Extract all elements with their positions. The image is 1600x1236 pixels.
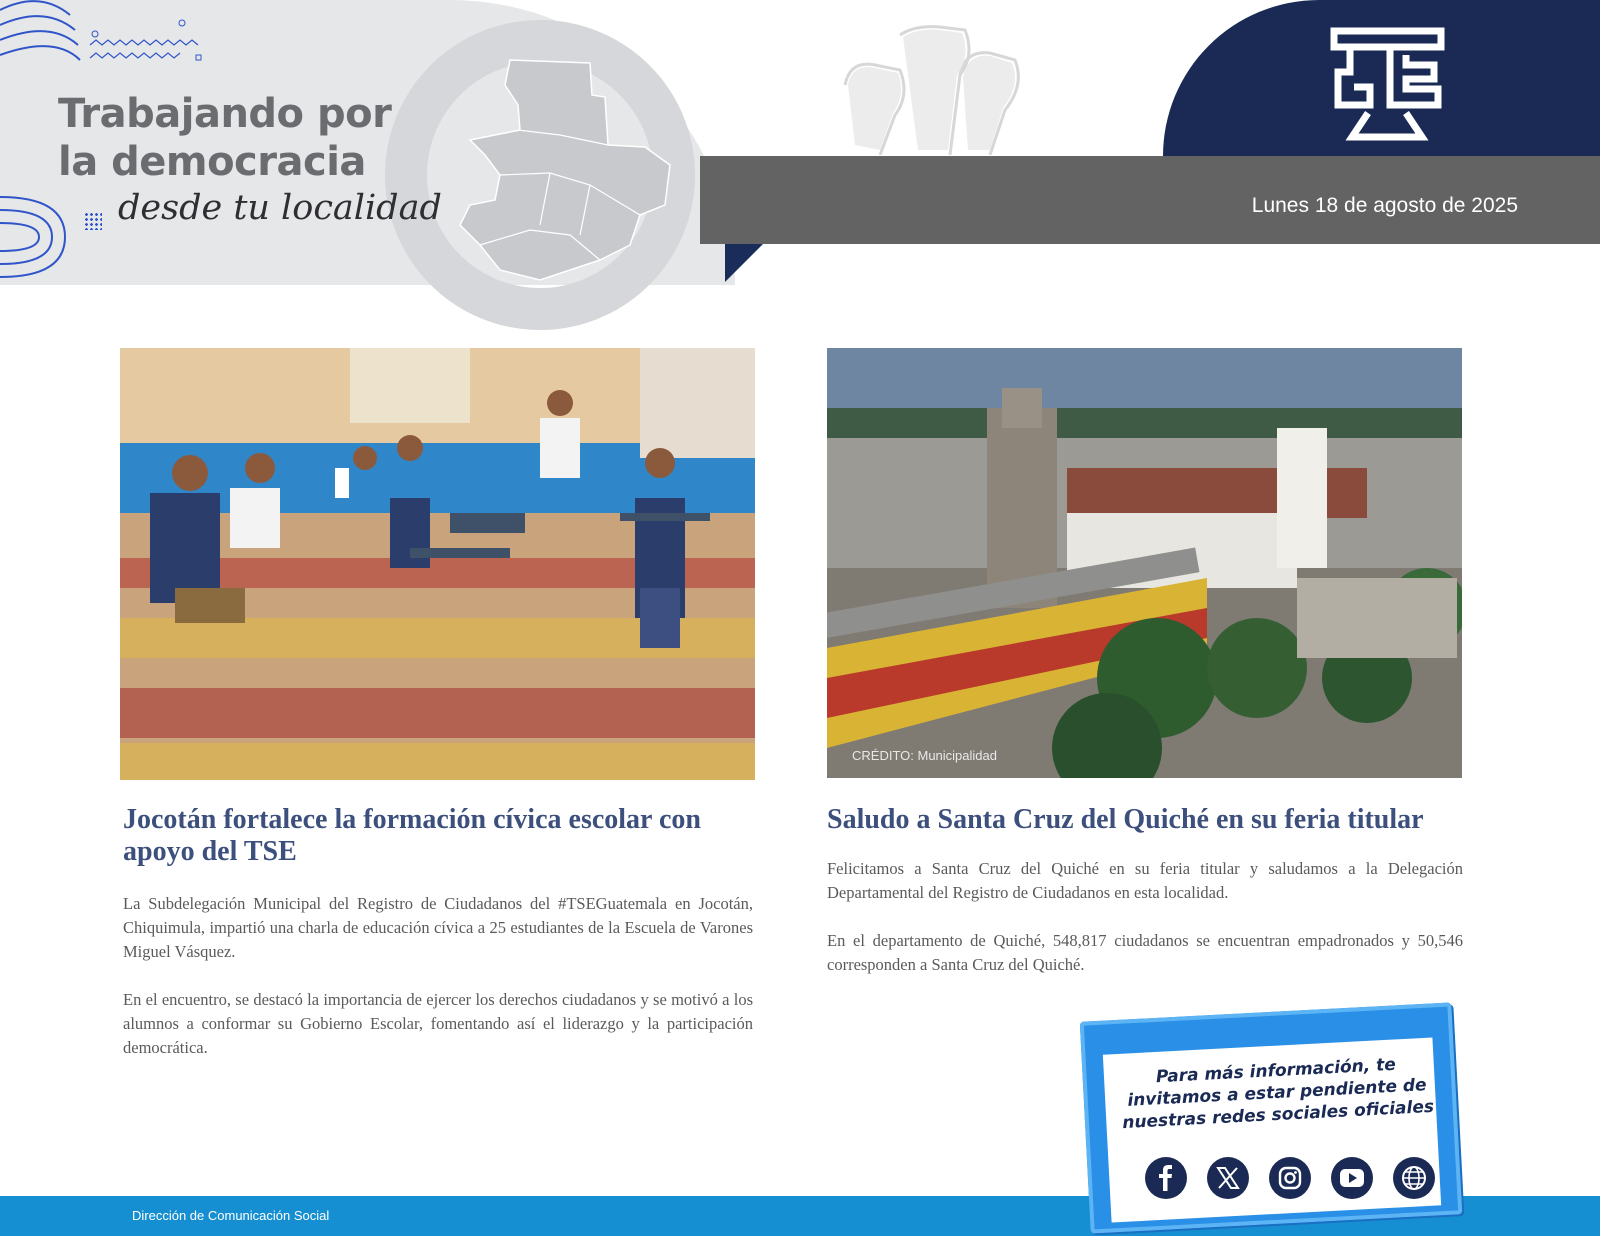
town-illustration [827, 348, 1462, 778]
classroom-photo [120, 348, 755, 780]
youtube-icon[interactable] [1331, 1157, 1373, 1199]
tse-logo-icon [1330, 27, 1445, 142]
header-arc-lines-decoration [0, 192, 75, 282]
facebook-icon[interactable] [1145, 1157, 1187, 1199]
raised-fists-icon [840, 15, 1040, 155]
web-icon[interactable] [1393, 1157, 1435, 1199]
article-1-paragraph-2: En el encuentro, se destacó la importancia de ejercer los derechos ciudadanos y se motivó a los alumnos a conformar su Gobierno Escolar, fomentando así el liderazgo y la participación democrática. [123, 990, 753, 1057]
article-1-headline: Jocotán fortalece la formación cívica escolar con apoyo del TSE [123, 804, 701, 867]
classroom-illustration [120, 348, 755, 780]
article-1-paragraph-1: La Subdelegación Municipal del Registro de Ciudadanos del #TSEGuatemala en Jocotán, Chiquimula, impartió una charla de educación cívica a 25 estudiantes de la Escuela de Varones Miguel Vásquez. [123, 894, 753, 961]
header-band-corner [725, 244, 763, 282]
page-subtitle: desde tu localidad [118, 188, 442, 228]
x-icon[interactable] [1207, 1157, 1249, 1199]
article-2-headline: Saludo a Santa Cruz del Quiché en su feria titular [827, 804, 1424, 835]
page-title [58, 90, 478, 186]
santa-cruz-quiche-photo [827, 348, 1462, 778]
instagram-icon[interactable] [1269, 1157, 1311, 1199]
social-icons-row [1145, 1155, 1435, 1201]
article-2-paragraph-1: Felicitamos a Santa Cruz del Quiché en su feria titular y saludamos a la Delegación Departamental del Registro de Ciudadanos en esta localidad. [827, 859, 1463, 902]
header-wave-decoration [0, 0, 230, 80]
publication-date: Lunes 18 de agosto de 2025 [1251, 194, 1518, 217]
social-card-text: Para más información, te invitamos a estar pendiente de nuestras redes sociales oficiales [1121, 1054, 1435, 1134]
article-2-paragraph-2: En el departamento de Quiché, 548,817 ciudadanos se encuentran empadronados y 50,546 corresponden a Santa Cruz del Quiché. [827, 931, 1463, 974]
title-line-2: la democracia [58, 139, 366, 185]
title-line-1: Trabajando por [58, 91, 392, 137]
footer-text: Dirección de Comunicación Social [132, 1208, 330, 1223]
dot-grid-decoration [84, 212, 102, 230]
photo-credit: CRÉDITO: Municipalidad [852, 748, 997, 763]
